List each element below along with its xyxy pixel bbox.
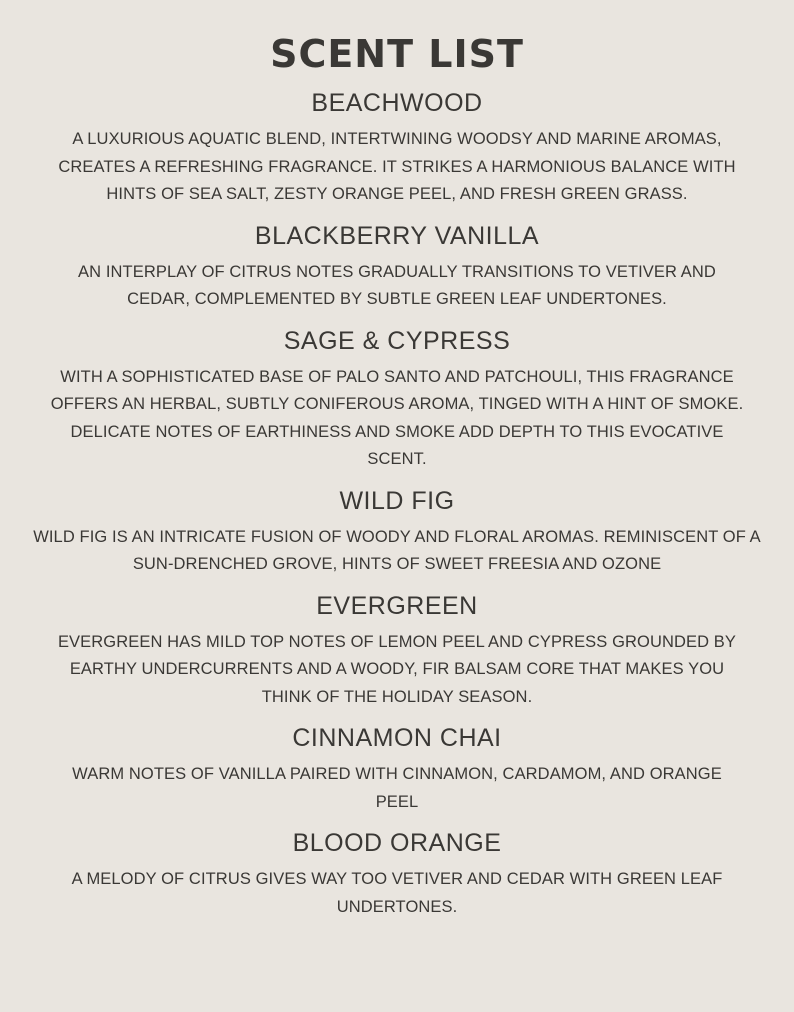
scent-description: A MELODY OF CITRUS GIVES WAY TOO VETIVER AND CEDAR WITH GREEN LEAF UNDERTONES. (71, 870, 723, 916)
scent-section (30, 826, 764, 921)
scent-section (30, 219, 764, 314)
page-title: SCENT LIST (270, 32, 524, 76)
scent-section (30, 484, 764, 579)
scent-description: WILD FIG IS AN INTRICATE FUSION OF WOODY AND FLORAL AROMAS. REMINISCENT OF A SUN-DRENCHED GROVE, HINTS OF SWEET FREESIA AND OZONE (33, 527, 761, 573)
scent-name: BEACHWOOD (311, 89, 483, 117)
scent-section (30, 86, 764, 209)
scent-name: BLOOD ORANGE (292, 829, 502, 857)
scent-description: WITH A SOPHISTICATED BASE OF PALO SANTO AND PATCHOULI, THIS FRAGRANCE OFFERS AN HERBAL, SUBTLY CONIFEROUS AROMA, TINGED WITH A HINT OF SMOKE. DELICATE NOTES OF EARTHINESS AND SMOKE ADD DEPTH TO THIS EVOCATIVE SCENT. (50, 367, 744, 468)
scent-name: BLACKBERRY VANILLA (254, 221, 540, 250)
scent-name: CINNAMON CHAI (292, 724, 502, 752)
scent-description: EVERGREEN HAS MILD TOP NOTES OF LEMON PEEL AND CYPRESS GROUNDED BY EARTHY UNDERCURRENTS AND A WOODY, FIR BALSAM CORE THAT MAKES YOU THINK OF THE HOLIDAY SEASON. (57, 632, 737, 706)
scent-description: WARM NOTES OF VANILLA PAIRED WITH CINNAMON, CARDAMOM, AND ORANGE PEEL (72, 765, 722, 811)
scent-description: A LUXURIOUS AQUATIC BLEND, INTERTWINING WOODSY AND MARINE AROMAS, CREATES A REFRESHING FRAGRANCE. IT STRIKES A HARMONIOUS BALANCE WITH HINTS OF SEA SALT, ZESTY ORANGE PEEL, AND FRESH GREEN GRASS. (58, 130, 736, 203)
scent-name: EVERGREEN (316, 591, 478, 620)
scent-section (30, 324, 764, 474)
scent-name: SAGE & CYPRESS (283, 326, 511, 355)
scent-section (30, 721, 764, 816)
scent-description: AN INTERPLAY OF CITRUS NOTES GRADUALLY TRANSITIONS TO VETIVER AND CEDAR, COMPLEMENTED BY SUBTLE GREEN LEAF UNDERTONES. (78, 262, 716, 308)
scent-section (30, 589, 764, 712)
scent-name: WILD FIG (339, 486, 455, 515)
